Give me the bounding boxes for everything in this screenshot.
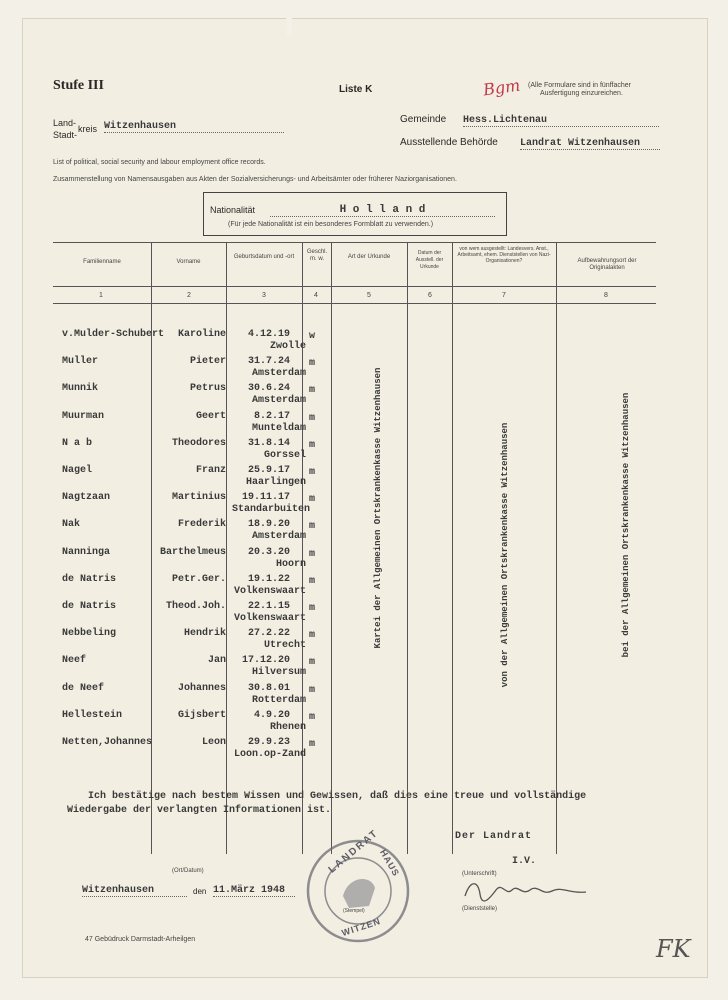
cell-firstname: Johannes	[177, 682, 226, 694]
cell-firstname: Martinius	[171, 492, 226, 504]
cell-sex: m	[309, 603, 316, 614]
cell-sex: w	[309, 331, 316, 342]
cell-firstname: Geert	[195, 410, 226, 422]
corner-note-2: Ausfertigung einzureichen.	[540, 90, 623, 97]
cell-surname: Hellestein	[62, 709, 123, 721]
cell-birthdate: 8.2.17	[253, 410, 290, 422]
cell-birthdate: 30.6.24	[247, 383, 290, 395]
col-divider-6	[452, 242, 453, 854]
cell-surname: Muurman	[62, 410, 105, 422]
cell-sex: m	[309, 711, 316, 723]
cell-firstname: Theodores	[171, 437, 226, 449]
signature-scribble	[460, 878, 590, 906]
confirmation-line-1: Ich bestätige nach bestem Wissen und Gewissen, daß dies eine treue und vollständige	[88, 791, 587, 802]
col-num-7: 7	[502, 292, 506, 299]
cell-surname: de Neef	[62, 682, 105, 694]
behoerde-value: Landrat Witzenhausen	[520, 138, 660, 150]
cell-sex: m	[309, 630, 316, 642]
land-label: Land-	[53, 118, 77, 128]
nationality-value: H o l l a n d	[270, 204, 495, 217]
cell-birthplace: Hoorn	[275, 558, 306, 570]
col7-vertical-text: von der Allgemeinen Ortskrankenkasse Witzenhausen	[500, 422, 510, 688]
signer-title: Der Landrat	[455, 831, 533, 842]
cell-birthplace: Amsterdam	[251, 531, 306, 543]
cell-birthplace: Haarlingen	[245, 477, 306, 488]
col5-vertical-text: Kartei der Allgemeinen Ortskrankenkasse Witzenhausen	[373, 367, 383, 649]
cell-birthplace: Rhenen	[269, 721, 306, 733]
cell-firstname: Gijsbert	[177, 709, 226, 721]
stadt-label: Stadt-	[53, 130, 78, 140]
cell-birthdate: 19.11.17	[241, 492, 290, 504]
stamp-note: Bgm	[481, 75, 522, 100]
col-header-7: von wem ausgestellt: Landesvers. Anst., Arbeitsamt, ehem. Dienststellen von Nazi-Organisationen?	[457, 246, 551, 264]
cell-sex: m	[309, 467, 316, 478]
cell-sex: m	[309, 739, 316, 750]
cell-birthplace: Hilversum	[251, 667, 306, 679]
col-num-6: 6	[428, 292, 432, 299]
col-header-8: Aufbewahrungsort der Originalakten	[577, 258, 637, 271]
col-divider-3	[302, 242, 303, 854]
cell-surname: Munnik	[62, 383, 99, 395]
cell-birthdate: 4.12.19	[247, 329, 290, 340]
place-value: Witzenhausen	[82, 885, 187, 897]
cell-birthdate: 30.8.01	[247, 682, 290, 694]
stufe-label: Stufe III	[53, 78, 104, 93]
cell-birthplace: Zwolle	[269, 341, 306, 352]
cell-birthdate: 25.9.17	[247, 465, 290, 476]
official-seal	[303, 827, 413, 946]
paper-tear	[286, 14, 292, 36]
cell-sex: m	[309, 548, 316, 560]
cell-birthdate: 18.9.20	[247, 519, 290, 531]
col-header-5: Art der Urkunde	[347, 254, 391, 260]
cell-birthdate: 17.12.20	[241, 655, 290, 667]
col-num-4: 4	[314, 292, 318, 299]
cell-sex: m	[309, 657, 316, 669]
seal-text-bottom: WITZEN	[340, 915, 383, 939]
col-header-6: Datum der Ausstell. der Urkunde	[415, 250, 444, 270]
cell-surname: Nak	[62, 519, 81, 531]
seal-text-right: HAUS	[378, 847, 402, 879]
handwritten-corner: FK	[656, 935, 691, 963]
nationality-label: Nationalität	[210, 205, 256, 215]
ort-datum-label: (Ort/Datum)	[172, 868, 204, 874]
den-label: den	[193, 887, 207, 896]
nationality-note: (Für jede Nationalität ist ein besonderes Formblatt zu verwenden.)	[228, 221, 434, 228]
cell-surname: Nanninga	[62, 546, 111, 558]
gemeinde-value: Hess.Lichtenau	[463, 115, 659, 127]
cell-sex: m	[309, 575, 316, 587]
gemeinde-label: Gemeinde	[400, 114, 447, 125]
table-top-line	[53, 242, 656, 243]
col-num-2: 2	[187, 292, 191, 299]
cell-firstname: Frederik	[177, 519, 226, 531]
cell-surname: N a b	[62, 437, 93, 449]
signature-svg	[460, 878, 590, 906]
cell-firstname: Pieter	[189, 356, 226, 368]
col8-vertical-text: bei der Allgemeinen Ortskrankenkasse Witzenhausen	[621, 392, 631, 658]
cell-firstname: Petrus	[189, 383, 226, 395]
cell-birthplace: Munteldam	[251, 422, 306, 434]
cell-birthdate: 31.8.14	[247, 437, 290, 449]
cell-birthdate: 22.1.15	[247, 601, 290, 612]
cell-birthdate: 31.7.24	[247, 356, 290, 368]
cell-birthdate: 29.9.23	[247, 737, 290, 748]
cell-birthdate: 20.3.20	[247, 546, 290, 558]
cell-firstname: Jan	[207, 655, 226, 667]
cell-surname: Netten,Johannes	[62, 737, 153, 748]
cell-sex: m	[309, 385, 316, 397]
table-numbers-line	[53, 303, 656, 304]
cell-firstname: Leon	[201, 737, 226, 748]
cell-surname: Nagtzaan	[62, 492, 111, 504]
col-num-5: 5	[367, 292, 371, 299]
cell-birthplace: Rotterdam	[251, 694, 306, 706]
cell-firstname: Barthelmeus	[159, 546, 226, 558]
cell-birthplace: Amsterdam	[251, 368, 306, 380]
col-divider-2	[226, 242, 227, 854]
cell-firstname: Theod.Joh.	[165, 601, 226, 612]
cell-firstname: Petr.Ger.	[171, 573, 226, 585]
cell-firstname: Hendrik	[183, 628, 226, 640]
col-num-3: 3	[262, 292, 266, 299]
table-subheader-line	[53, 286, 656, 287]
cell-birthplace: Loon.op-Zand	[233, 749, 306, 760]
cell-birthplace: Gorssel	[263, 449, 306, 461]
cell-sex: m	[309, 494, 316, 506]
cell-birthdate: 4.9.20	[253, 709, 290, 721]
cell-sex: m	[309, 439, 316, 451]
cell-surname: Nagel	[62, 465, 93, 476]
cell-surname: Nebbeling	[62, 628, 117, 640]
signer-iv: I.V.	[512, 856, 537, 867]
col-divider-7	[556, 242, 557, 854]
col-num-1: 1	[99, 292, 103, 299]
kreis-value: Witzenhausen	[104, 121, 284, 133]
cell-sex: m	[309, 358, 316, 370]
cell-surname: v.Mulder-Schubert	[62, 329, 165, 340]
cell-birthdate: 19.1.22	[247, 573, 290, 585]
liste-label: Liste K	[339, 84, 373, 95]
cell-surname: Neef	[62, 655, 87, 667]
col-divider-5	[407, 242, 408, 854]
cell-surname: de Natris	[62, 573, 117, 585]
cell-sex: m	[309, 521, 316, 533]
cell-firstname: Franz	[195, 465, 226, 476]
cell-birthplace: Volkenswaart	[233, 585, 306, 597]
corner-note-1: (Alle Formulare sind in fünffacher	[528, 82, 631, 89]
cell-birthplace: Amsterdam	[251, 395, 306, 407]
signature-name-label: (Dienststelle)	[462, 906, 498, 912]
cell-birthplace: Volkenswaart	[233, 613, 306, 624]
col-header-4: Geschl. m. w.	[306, 249, 328, 262]
behoerde-label: Ausstellende Behörde	[400, 137, 498, 148]
col-header-3: Geburtsdatum und -ort	[233, 254, 295, 260]
cell-sex: m	[309, 412, 316, 424]
col-header-2: Vorname	[176, 259, 201, 265]
cell-firstname: Karoline	[177, 329, 226, 340]
col-num-8: 8	[604, 292, 608, 299]
kreis-label: kreis	[78, 124, 98, 134]
cell-surname: de Natris	[62, 601, 117, 612]
cell-sex: m	[309, 684, 316, 696]
signature-label: (Unterschrift)	[462, 871, 497, 877]
cell-birthplace: Utrecht	[263, 640, 306, 652]
desc-en: List of political, social security and labour employment office records.	[53, 159, 266, 166]
printer-line: 47 Gebüdruck Darmstadt-Arheilgen	[85, 936, 196, 943]
cell-birthplace: Standarbuiten	[232, 504, 311, 516]
cell-surname: Muller	[62, 356, 99, 368]
col-divider-4	[331, 242, 332, 854]
seal-text-top: LANDRAT	[326, 827, 381, 876]
desc-de: Zusammenstellung von Namensausgaben aus Akten der Sozialversicherungs- und Arbeitsämter oder früherer Naziorganisationen.	[53, 176, 457, 183]
date-value: 11.März 1948	[213, 885, 295, 897]
cell-birthdate: 27.2.22	[247, 628, 290, 640]
stempel-label: (Stempel)	[343, 908, 365, 914]
confirmation-line-2: Wiedergabe der verlangten Informationen ist.	[67, 805, 332, 816]
col-header-1: Familienname	[83, 259, 121, 265]
